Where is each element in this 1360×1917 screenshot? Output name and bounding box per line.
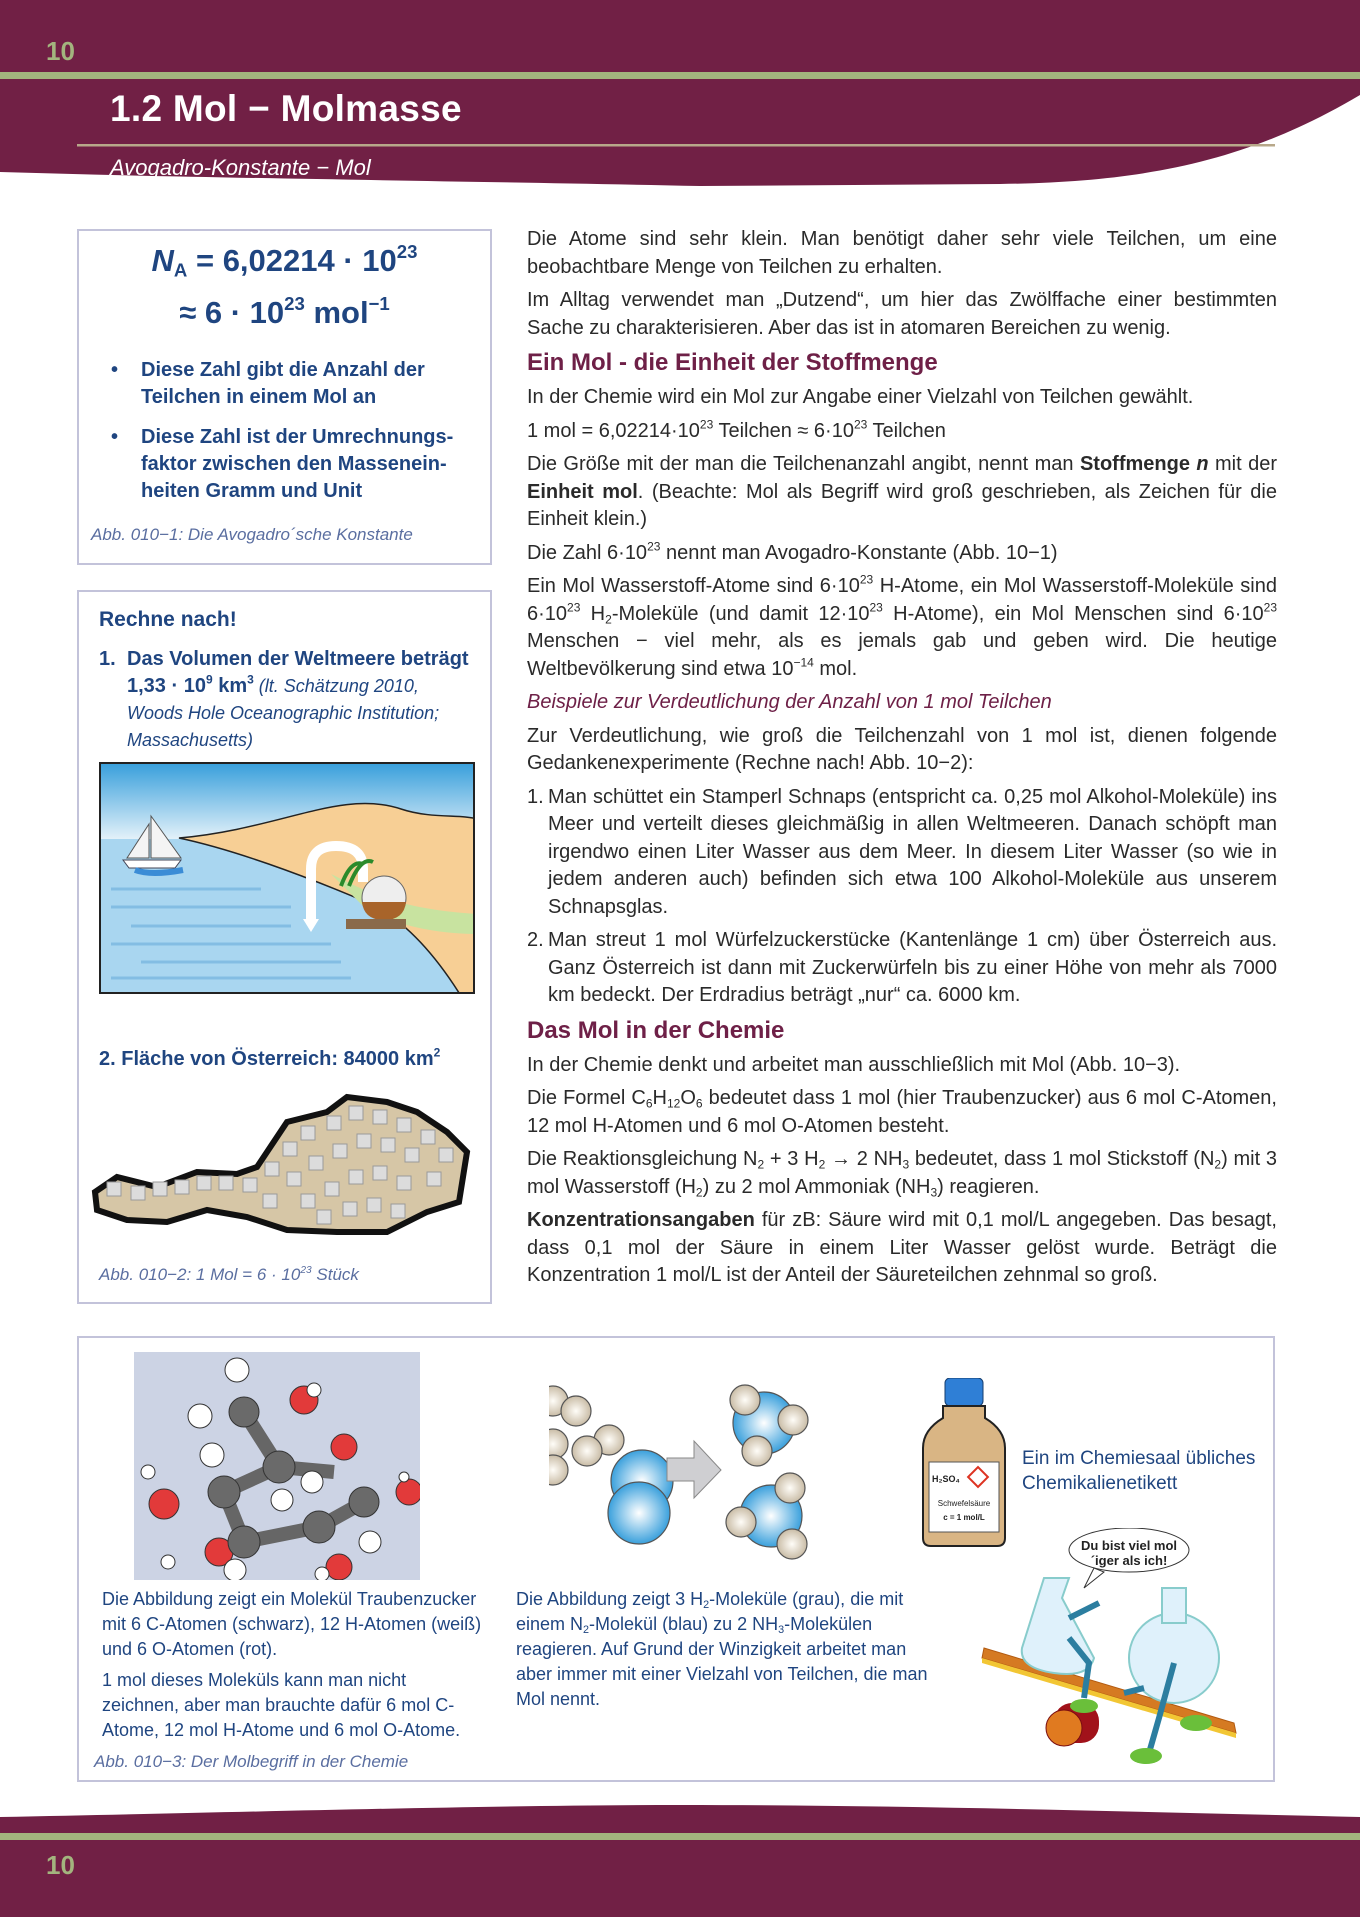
t: mit der [1208,453,1278,475]
avogadro-formula-line2 [79,292,490,331]
t: H-Atome), ein Mol Menschen sind 6·10 [882,602,1264,625]
bullet-icon: • [111,359,119,381]
t: H [652,1087,667,1109]
sub: 3 [778,1624,785,1637]
q1-main: Das Volumen der Weltmeere beträgt 1,33 · 10 [127,648,469,697]
question-text [99,646,479,754]
page-number-bottom: 10 [46,1850,75,1880]
t: Teilchen ≈ 6·10 [713,419,854,442]
exp: 23 [699,417,714,432]
reaction-description [516,1587,946,1712]
glucose-text-2: 1 mol dieses Moleküls kann man nicht zeichnen, aber man brauchte dafür 6 mol C-Atome, 12 mol H-Atome und 6 mol O-Atome. [102,1670,461,1740]
rechne-nach-box [77,590,492,1304]
term-konzentration: Konzentrationsangaben [527,1209,755,1231]
glucose-molecule-illustration [134,1352,420,1580]
na-subscript: A [173,259,188,281]
list-item [527,784,1277,922]
t: O [680,1087,696,1109]
sub: 2 [1214,1157,1222,1172]
t: ) mit 3 mol Wasserstoff (H [527,1148,1278,1198]
figure-caption-010-1: Abb. 010−1: Die Avogadro´sche Konstante [91,525,413,544]
avogadro-constant-box [77,229,492,565]
q1-unit: km [212,675,248,697]
q1-unit-exp: 3 [247,672,254,687]
caption-exp: 23 [300,1264,312,1276]
caption-text-end: Stück [311,1265,359,1284]
unit-exponent: −1 [368,292,390,314]
sulfuric-acid-bottle-illustration [919,1378,1009,1548]
paragraph-reaktion [527,1146,1277,1201]
t: 1 mol = 6,02214·10 [527,419,700,442]
q1-exp: 9 [205,672,213,687]
bottle-label-text: Ein im Chemiesaal übliches Chemikalienetikett [1022,1448,1256,1494]
question-1 [99,646,479,754]
paragraph-verdeutlichung: Zur Verdeutlichung, wie groß die Teilchenzahl von 1 mol ist, dienen folgende Gedankenexperimente (Rechne nach! Abb. 10−2): [527,724,1277,774]
sub: 2 [583,1624,590,1637]
exp: 23 [869,600,883,615]
sub: 6 [645,1096,653,1111]
exp: 23 [1263,600,1278,615]
list-number: 2. [527,929,544,951]
t: -Molekülen reagieren. Auf Grund der Winzigkeit arbeitet man aber immer mit einer Vielzahl von Teilchen, die man Mol nennt. [516,1614,928,1709]
molbegriff-figure-box [77,1336,1275,1782]
t: + 3 H [764,1148,819,1170]
bullet-text: Diese Zahl gibt die Anzahl der Teilchen in einem Mol an [141,359,425,408]
approx-exponent: 23 [284,292,305,314]
unit: mol [304,295,369,330]
bullet-text: Diese Zahl ist der Umrechnungsfaktor zwischen den Masseneinheiten Gramm und Unit [141,426,454,502]
sub: 2 [757,1157,765,1172]
sub: 2 [818,1157,826,1172]
t: bedeutet, dass 1 mol Stickstoff (N [909,1148,1215,1170]
glucose-text-1: Die Abbildung zeigt ein Molekül Traubenzucker mit 6 C-Atomen (schwarz), 12 H-Atomen (weiß) und 6 O-Atomen (rot). [102,1589,482,1659]
sub: 2 [605,612,612,627]
list-item [527,927,1277,1010]
t: bedeutet dass 1 mol (hier Traubenzucker) aus 6 mol C-Atomen, 12 mol H-Atomen und 6 mol O-Atomen besteht. [527,1087,1277,1137]
t: Die Reaktionsgleichung N [527,1148,758,1170]
paragraph-konzentration [527,1207,1277,1290]
paragraph-denkt: In der Chemie denkt und arbeitet man ausschließlich mit Mol (Abb. 10−3). [527,1053,1181,1076]
page-header [0,0,1360,215]
heading-ein-mol: Ein Mol - die Einheit der Stoffmenge [527,349,938,376]
bottle-concentration: c = 1 mol/L [943,1513,985,1522]
t: -Moleküle (grau), die mit einem N [516,1589,904,1634]
exp: −14 [793,655,814,670]
sub: 3 [902,1157,910,1172]
footer-band-graphic [0,1805,1360,1917]
list-text: Man streut 1 mol Würfelzuckerstücke (Kantenlänge 1 cm) über Österreich aus. Ganz Österreich ist dann mit Zuckerwürfeln bis zu einer Höhe von mehr als 7000 km bedeckt. Der Erdradius beträgt „nur“ ca. 6000 km. [548,929,1277,1006]
avogadro-formula-line1 [79,240,490,281]
paragraph-formel [527,1085,1277,1140]
heading-beispiele: Beispiele zur Verdeutlichung der Anzahl von 1 mol Teilchen [527,691,1052,713]
t: -Moleküle (und damit 12·10 [611,602,870,625]
na-value: = 6,02214 · 10 [187,243,397,278]
paragraph-chemie: In der Chemie wird ein Mol zur Angabe einer Vielzahl von Teilchen gewählt. [527,386,1194,408]
approx-value: ≈ 6 · 10 [179,295,285,330]
paragraph-wasserstoff [527,573,1277,683]
avogadro-bullets [109,357,479,518]
caption-text: Abb. 010−2: 1 Mol = 6 · 10 [99,1265,301,1284]
q2-exp: 2 [433,1045,441,1060]
figure-caption-010-2 [99,1265,359,1285]
chapter-subtitle: Avogadro-Konstante − Mol [110,155,371,180]
intro-paragraph-1: Die Atome sind sehr klein. Man benötigt daher sehr viele Teilchen, um eine beobachtbare Menge von Teilchen zu erhalten. [527,228,1277,278]
list-number: 1. [527,785,544,808]
term-stoffmenge: Stoffmenge [1079,453,1197,475]
bottle-name: Schwefelsäure [937,1499,991,1508]
bullet-icon: • [111,426,119,448]
t: . (Beachte: Mol als Begriff wird groß geschrieben, als Zeichen für die Einheit klein.) [527,480,1277,530]
sub: 3 [930,1185,938,1200]
t: -Molekül (blau) zu 2 NH [589,1614,779,1634]
exp: 23 [853,417,868,432]
heading-mol-in-chemie: Das Mol in der Chemie [527,1016,785,1044]
list-text: Man schüttet ein Stamperl Schnaps (entspricht ca. 0,25 mol Alkohol-Moleküle) ins Meer und verteilt dieses gleichmäßig in allen Weltmeeren. Danach schöpft man irgendwo einen Liter Wasser aus dem Meer. In diesem Liter Wasser (so wie in jedem anderen auch) befinden sich etwa 100 Alkohol-Moleküle aus unserem Schnapsglas. [548,785,1277,918]
t: H [580,602,606,625]
q1-source-note: (lt. Schätzung 2010, Woods Hole Oceanographic Institution; Massachusetts) [127,676,440,750]
sub: 12 [666,1096,681,1111]
t: mol. [813,657,858,680]
t: ) zu 2 mol Ammoniak (NH [702,1175,931,1198]
glucose-description [102,1587,487,1749]
austria-sugar-cubes-illustration [87,1082,477,1252]
term-einheit-mol: Einheit mol [527,480,638,503]
t: Die Formel C [527,1087,646,1109]
t: Die Abbildung zeigt 3 H [516,1589,704,1609]
intro-paragraph-2: Im Alltag verwendet man „Dutzend“, um hier das Zwölffache einer bestimmten Sache zu charakterisieren. Aber das ist in atomaren Bereichen zu wenig. [527,289,1277,339]
page-number-top: 10 [46,36,75,66]
main-text-column [527,226,1277,1296]
figure-caption-010-3: Abb. 010−3: Der Molbegriff in der Chemie [94,1752,409,1771]
bullet-item [109,357,479,411]
paragraph-avogadro [527,540,1277,568]
bullet-item [109,424,479,505]
t: Die Größe mit der man die Teilchenanzahl angibt, nennt man [527,453,1080,475]
question-2 [99,1045,441,1071]
t: Die Zahl 6·10 [527,541,648,564]
na-symbol: N [151,243,174,278]
t: → 2 NH [825,1148,903,1170]
ammonia-reaction-illustration [549,1358,879,1578]
exp: 23 [859,572,874,587]
ocean-illustration [99,762,475,994]
t: Ein Mol Wasserstoff-Atome sind 6·10 [527,575,860,597]
q2-text: 2. Fläche von Österreich: 84000 km [99,1048,434,1070]
rechne-heading: Rechne nach! [99,608,237,631]
t: ) reagieren. [937,1175,1040,1198]
page-footer [0,1805,1360,1917]
speech-bubble-text: Du bist viel mol´iger als ich! [1080,1538,1178,1568]
question-number: 1. [99,648,116,670]
sub: 2 [703,1599,710,1612]
sub: 2 [695,1185,703,1200]
t: Teilchen [867,419,946,442]
paragraph-1mol [527,418,1277,446]
bottle-formula: H₂SO₄ [932,1474,960,1484]
sub: 6 [695,1096,703,1111]
t: H-Atome, ein Mol Wasserstoff-Moleküle sind 6·10 [527,575,1278,625]
exp: 23 [567,600,581,615]
paragraph-stoffmenge [527,451,1277,534]
t: für zB: Säure wird mit 0,1 mol/L angegeben. Das besagt, dass 0,1 mol der Säure in einem Liter Wasser gelöst wurde. Beträgt die Konzentration 1 mol/L ist der Anteil der Säureteilchen zehnmal so groß. [527,1209,1277,1286]
na-exponent: 23 [396,240,418,262]
t: nennt man Avogadro-Konstante (Abb. 10−1) [660,541,1058,564]
exp: 23 [647,539,661,554]
t: Menschen − viel mehr, als es jemals gab und geben wird. Die heutige Weltbevölkerung sind etwa 10 [527,630,1277,680]
chapter-title: 1.2 Mol − Molmasse [110,88,462,129]
experiment-list [527,784,1277,1010]
symbol-n: n [1196,453,1209,475]
